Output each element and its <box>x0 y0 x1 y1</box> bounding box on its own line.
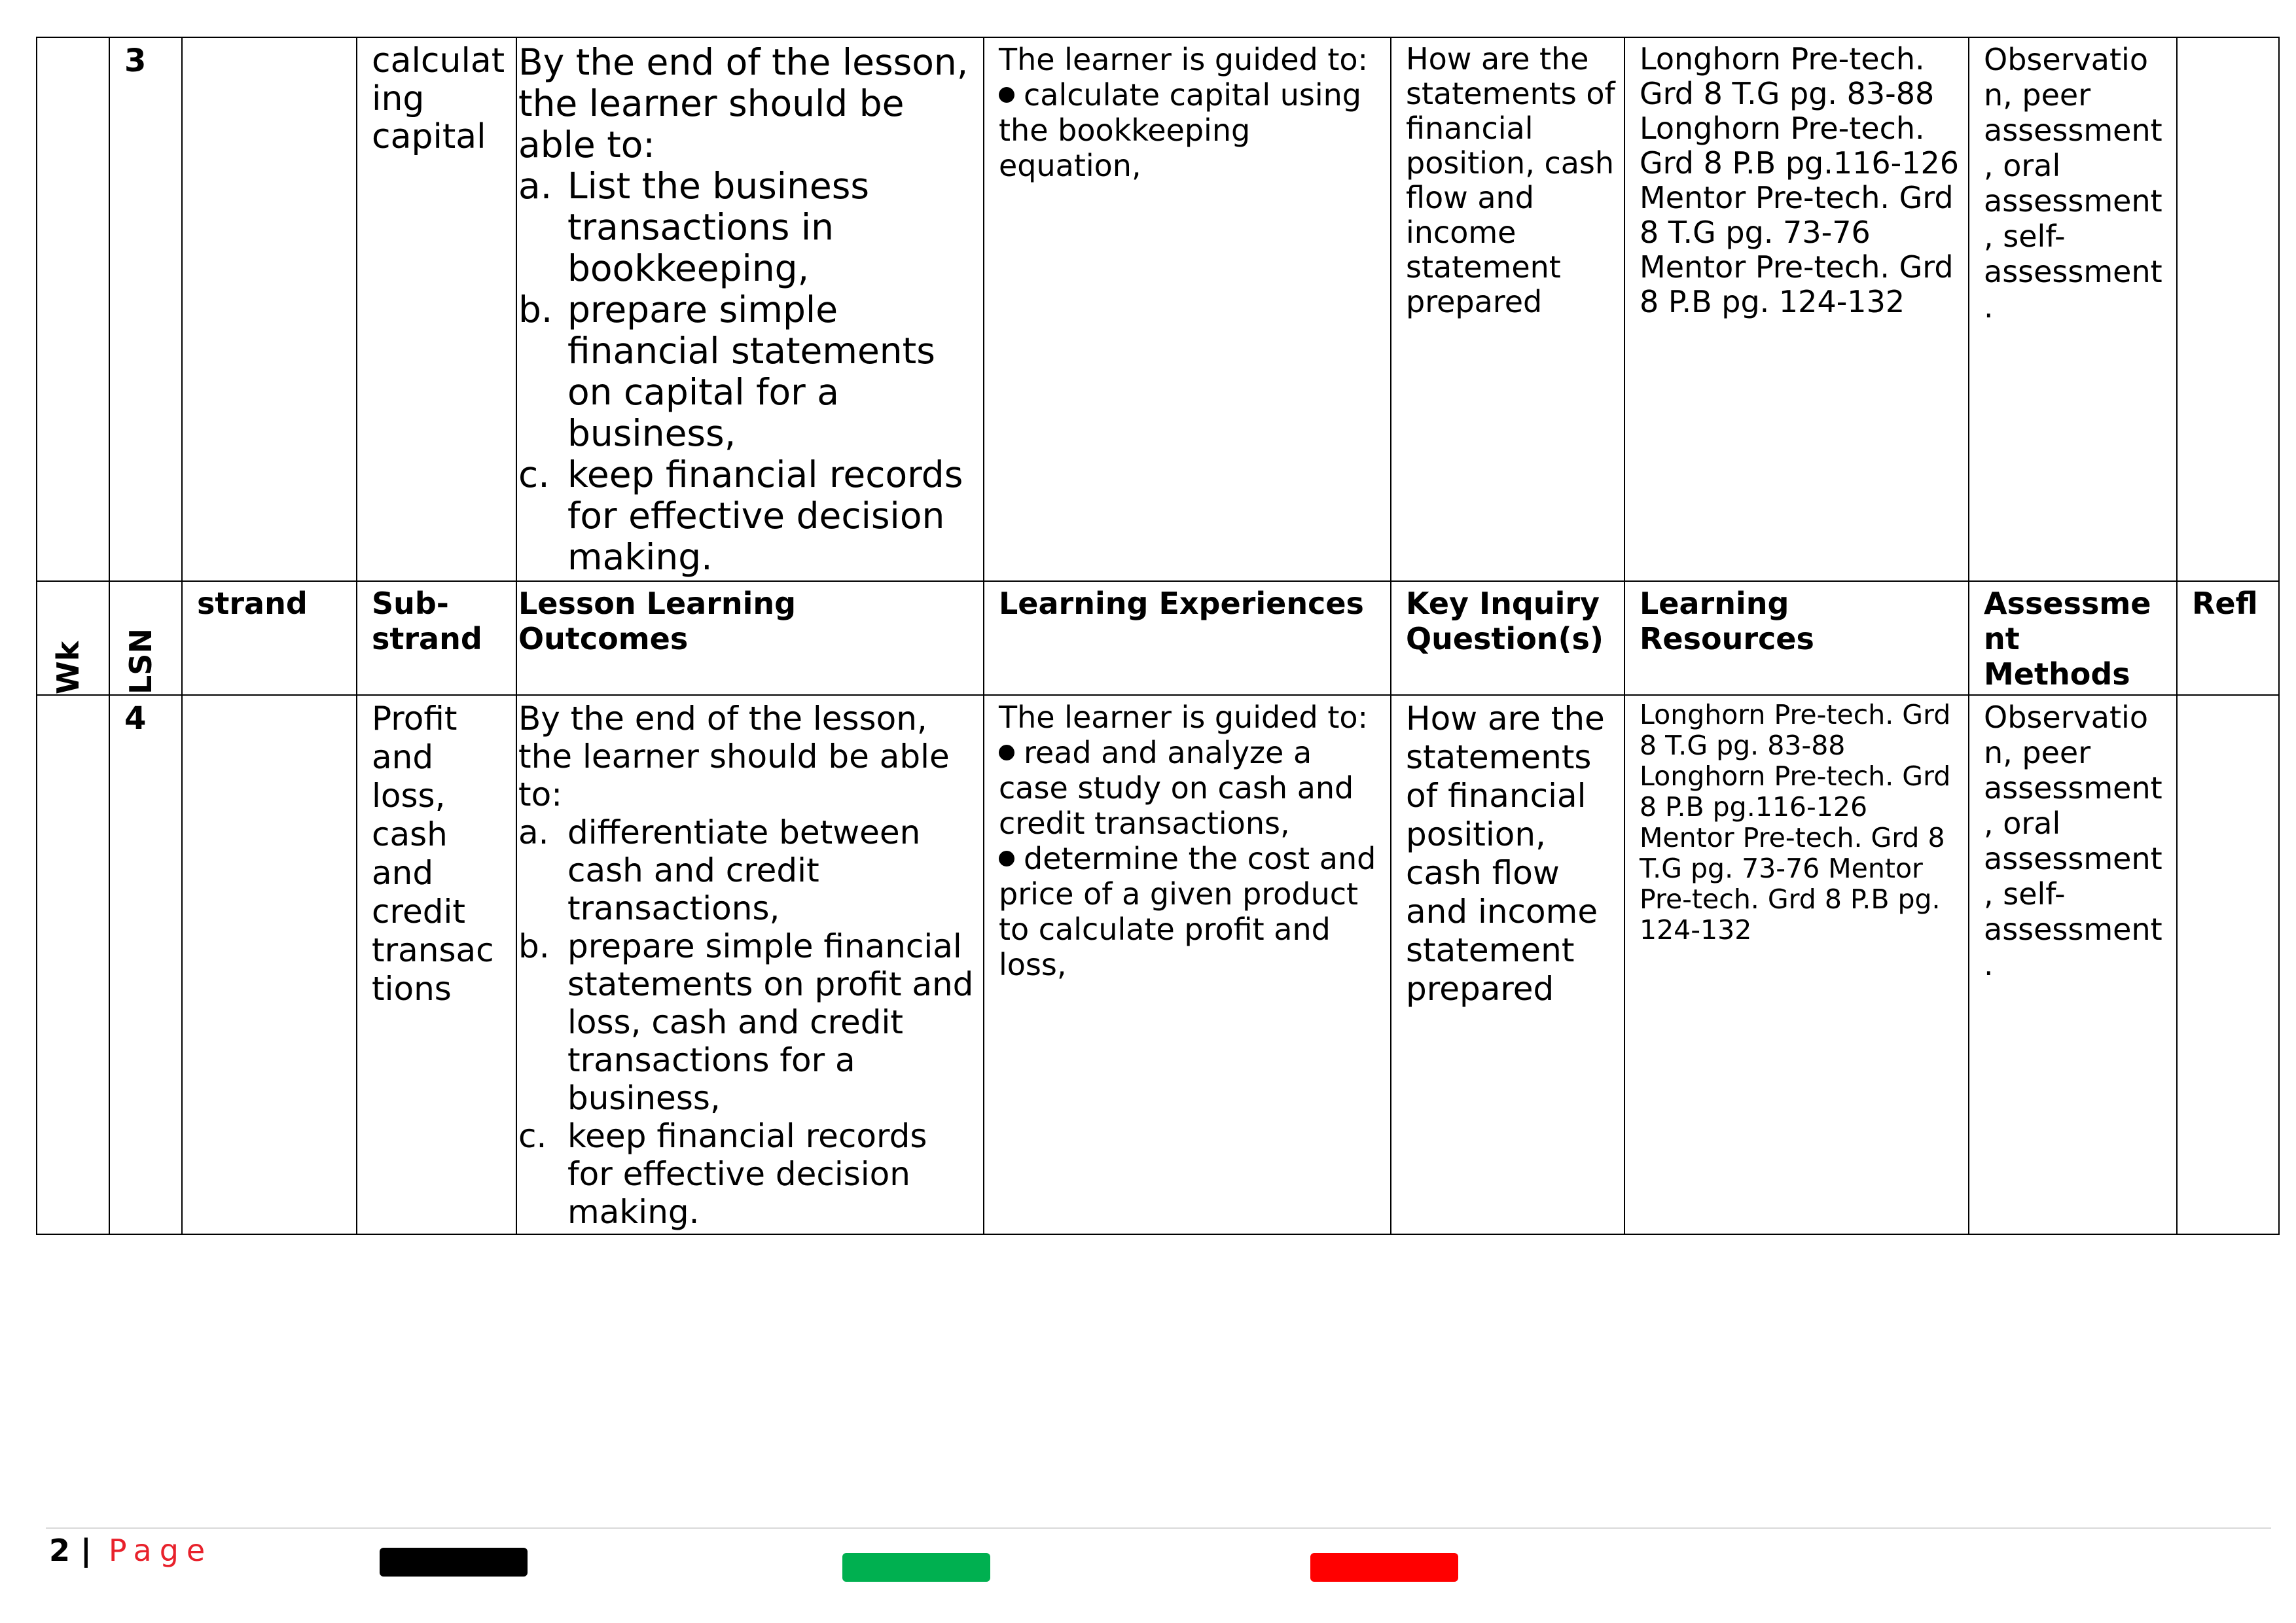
list-item <box>999 735 1382 841</box>
strand-cell <box>182 37 357 581</box>
sub-strand-cell: calculat ing capital <box>357 37 516 581</box>
black-bar <box>380 1548 528 1577</box>
learning-resources-cell: Longhorn Pre-tech. Grd 8 T.G pg. 83-88 Longhorn Pre-tech. Grd 8 P.B pg.116-126 Mentor Pre-tech. Grd 8 T.G pg. 73-76 Mentor Pre-tech. Grd 8 P.B pg. 124-132 <box>1624 695 1969 1234</box>
scheme-of-work-table <box>36 37 2280 1235</box>
learning-outcomes-cell <box>516 37 984 581</box>
week-cell <box>37 695 109 1234</box>
assessment-methods-cell: Observatio n, peer assessment , oral assessment , self-assessment . <box>1969 695 2177 1234</box>
list-item-text: differentiate between cash and credit transactions, <box>567 813 921 927</box>
list-item <box>518 927 975 1117</box>
list-item-text: List the business transactions in bookkeeping, <box>567 165 870 289</box>
footer-separator: | <box>81 1533 92 1568</box>
outcomes-list <box>518 166 975 578</box>
key-inquiry-cell: How are the statements of financial position, cash flow and income statement prepared <box>1391 37 1624 581</box>
list-marker: b. <box>518 927 550 965</box>
sub-strand-cell: Profit and loss, cash and credit transac tions <box>357 695 516 1234</box>
reflection-cell <box>2177 37 2279 581</box>
list-item <box>518 1117 975 1231</box>
outcomes-list <box>518 813 975 1231</box>
list-item <box>999 77 1382 183</box>
header-week <box>37 581 109 695</box>
footer-divider <box>46 1527 2271 1529</box>
page-number: 2 <box>49 1533 71 1568</box>
green-bar <box>842 1553 990 1582</box>
bullet-icon <box>999 745 1014 760</box>
list-item-text: determine the cost and price of a given product to calculate profit and loss, <box>999 841 1376 982</box>
header-outcomes: Lesson Learning Outcomes <box>516 581 984 695</box>
page-word: Page <box>108 1533 213 1568</box>
header-experiences: Learning Experiences <box>984 581 1391 695</box>
header-lesson-label: LSN <box>123 628 158 694</box>
list-item-text: prepare simple financial statements on profit and loss, cash and credit transactions for a business, <box>567 927 974 1117</box>
list-item <box>518 813 975 927</box>
red-bar <box>1310 1553 1458 1582</box>
list-item-text: keep financial records for effective decision making. <box>567 1117 927 1231</box>
experiences-intro: The learner is guided to: <box>999 700 1369 735</box>
table-header-row <box>37 581 2279 695</box>
strand-cell <box>182 695 357 1234</box>
list-item <box>999 841 1382 982</box>
list-item <box>518 166 975 289</box>
list-marker: a. <box>518 165 552 207</box>
key-inquiry-cell: How are the statements of financial position, cash flow and income statement prepared <box>1391 695 1624 1234</box>
bullet-icon <box>999 87 1014 103</box>
list-marker: c. <box>518 454 550 495</box>
header-key-inquiry: Key Inquiry Question(s) <box>1391 581 1624 695</box>
outcomes-intro: By the end of the lesson, the learner should be able to: <box>518 41 969 166</box>
list-marker: b. <box>518 289 553 330</box>
list-item <box>518 289 975 454</box>
bullet-icon <box>999 851 1014 866</box>
reflection-cell <box>2177 695 2279 1234</box>
learning-resources-cell: Longhorn Pre-tech. Grd 8 T.G pg. 83-88 Longhorn Pre-tech. Grd 8 P.B pg.116-126 Mentor Pre-tech. Grd 8 T.G pg. 73-76 Mentor Pre-tech. Grd 8 P.B pg. 124-132 <box>1624 37 1969 581</box>
week-cell <box>37 37 109 581</box>
header-lesson <box>109 581 182 695</box>
lesson-number-cell: 4 <box>109 695 182 1234</box>
outcomes-intro: By the end of the lesson, the learner should be able to: <box>518 700 950 813</box>
list-item-text: read and analyze a case study on cash and credit transactions, <box>999 735 1354 841</box>
experiences-intro: The learner is guided to: <box>999 42 1369 77</box>
learning-outcomes-cell <box>516 695 984 1234</box>
table-row <box>37 695 2279 1234</box>
learning-experiences-cell <box>984 695 1391 1234</box>
learning-experiences-cell <box>984 37 1391 581</box>
page-footer <box>49 1533 213 1568</box>
list-item-text: calculate capital using the bookkeeping equation, <box>999 77 1361 183</box>
header-resources: Learning Resources <box>1624 581 1969 695</box>
header-reflection: Refl <box>2177 581 2279 695</box>
header-assessment: Assessme nt Methods <box>1969 581 2177 695</box>
list-marker: a. <box>518 813 549 851</box>
assessment-methods-cell: Observatio n, peer assessment , oral assessment , self-assessment . <box>1969 37 2177 581</box>
table-row <box>37 37 2279 581</box>
list-item-text: prepare simple financial statements on capital for a business, <box>567 289 935 454</box>
list-marker: c. <box>518 1117 547 1155</box>
list-item-text: keep financial records for effective decision making. <box>567 454 963 578</box>
lesson-number-cell: 3 <box>109 37 182 581</box>
header-sub-strand: Sub-strand <box>357 581 516 695</box>
header-week-label: Wk <box>50 641 86 694</box>
list-item <box>518 454 975 578</box>
header-strand: strand <box>182 581 357 695</box>
